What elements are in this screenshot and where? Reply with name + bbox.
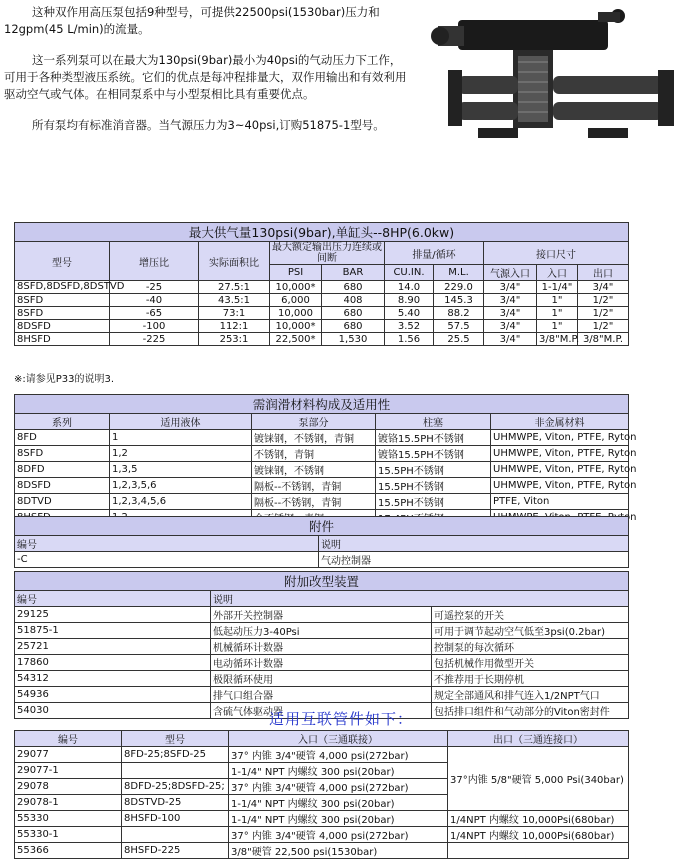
col-ml: M.L.	[434, 265, 484, 281]
option-table-title: 附加改型装置	[15, 572, 629, 591]
table-row: 54030 含硫气体驱动器 包括排口组件和气动部分的Viton密封件	[15, 703, 629, 719]
pump-photo	[418, 6, 680, 156]
table-row: 29125 外部开关控制器 可遥控泵的开关	[15, 607, 629, 623]
fitting-section-title: 适用互联管件如下：	[268, 710, 413, 728]
accessory-table: 附件 编号 说明 -C 气动控制器	[14, 516, 629, 568]
material-table: 需润滑材料构成及适用性 系列 适用液体 泵部分 柱塞 非金属材料 8FD 1 镀铼钢，不锈钢，青铜 镀铬15.5PH不锈钢 UHMWPE, Viton, PTFE, Ryton 8SFD 1,2 不锈钢，青铜 镀铬15.5PH不锈钢 UHMWPE, Viton, PTFE, Ryton 8DFD 1,3,5 镀铼钢，不锈钢 15.5PH不锈钢 UHMWPE, Viton, PTFE, Ryton 8DSFD 1,2,3,5,6 隔板--不锈钢，青铜 15.5PH不锈钢 UHMWPE, Viton, PTFE, Ryton 8DTVD 1,2,3,4,5,6 隔板--不锈钢，青铜 15.5PH不锈钢 PTFE, Viton 8HSFD 1,2 全不锈钢，青铜 17.4PH不锈钢 UHMWPE, Viton, PTFE, Ryton	[14, 394, 629, 526]
table-row: 51875-1 低起动压力3-40Psi 可用于调节起动空气低至3psi(0.2bar)	[15, 623, 629, 639]
table-row: 25721 机械循环计数器 控制泵的每次循环	[15, 639, 629, 655]
table-row: -C 气动控制器	[15, 552, 629, 568]
table-row: 29077 8FD-25;8SFD-25 37° 内锥 3/4"硬管 4,000 psi(272bar) 37°内锥 5/8"硬管 5,000 Psi(340bar)	[15, 747, 629, 763]
table-row: 55330-1 37° 内锥 3/4"硬管 4,000 psi(272bar) 1/4NPT 内螺纹 10,000Psi(680bar)	[15, 827, 629, 843]
spec-note: ※:请参见P33的说明3.	[14, 374, 115, 385]
table-row: 29077-1 1-1/4" NPT 内螺纹 300 psi(20bar)	[15, 763, 629, 779]
col-model: 型号	[15, 242, 110, 281]
intro-text	[4, 4, 408, 148]
table-row: 8SFD -40 43.5:1 6,000 408 8.90 145.3 3/4" 1" 1/2"	[15, 294, 629, 307]
table-row: 8SFD -65 73:1 10,000 680 5.40 88.2 3/4" 1" 1/2"	[15, 307, 629, 320]
table-row: 8HSFD -225 253:1 22,500* 1,530 1.56 25.5 3/4" 3/8"M.P. 3/8"M.P.	[15, 333, 629, 346]
material-table-title: 需润滑材料构成及适用性	[15, 395, 629, 414]
table-row: 55330 8HSFD-100 1-1/4" NPT 内螺纹 300 psi(20bar) 1/4NPT 内螺纹 10,000Psi(680bar)	[15, 811, 629, 827]
table-row: 54936 排气口组合器 规定全部通风和排气连入1/2NPT气口	[15, 687, 629, 703]
intro-paragraph-1: 这种双作用高压泵包括9种型号，可提供22500psi(1530bar)压力和12gpm(45 L/min)的流量。	[4, 5, 380, 36]
fitting-table: 编号 型号 入口（三通联接） 出口（三通连接口） 29077 8FD-25;8SFD-25 37° 内锥 3/4"硬管 4,000 psi(272bar) 37°内锥 5/8"硬管 5,000 Psi(340bar) 29077-1 1-1/4" NPT 内螺纹 300 psi(20bar) 29078 8DFD-25;8DSFD-25; 37° 内锥 3/4"硬管 4,000 psi(272bar) 29078-1 8DSTVD-25 1-1/4" NPT 内螺纹 300 psi(20bar) 55330 8HSFD-100 1-1/4" NPT 内螺纹 300 psi(20bar) 1/4NPT 内螺纹 10,000Psi(680bar) 55330-1 37° 内锥 3/4"硬管 4,000 psi(272bar) 1/4NPT 内螺纹 10,000Psi(680bar) 55366 8HSFD-225 3/8"硬管 22,500 psi(1530bar)	[14, 730, 629, 859]
table-row: 8DFD 1,3,5 镀铼钢，不锈钢 15.5PH不锈钢 UHMWPE, Viton, PTFE, Ryton	[15, 462, 629, 478]
fitting-outlet-merged: 37°内锥 5/8"硬管 5,000 Psi(340bar)	[448, 747, 629, 811]
col-inlet: 入口	[537, 265, 578, 281]
col-bar: BAR	[322, 265, 385, 281]
table-row: 8DTVD 1,2,3,4,5,6 隔板--不锈钢，青铜 15.5PH不锈钢 PTFE, Viton	[15, 494, 629, 510]
table-row: 29078 8DFD-25;8DSFD-25; 37° 内锥 3/4"硬管 4,000 psi(272bar)	[15, 779, 629, 795]
table-row: 8DSFD -100 112:1 10,000* 680 3.52 57.5 3/4" 1" 1/2"	[15, 320, 629, 333]
table-row: 8HSFD 1,2 全不锈钢，青铜 17.4PH不锈钢 UHMWPE, Viton, PTFE, Ryton	[15, 510, 629, 526]
table-row: 55366 8HSFD-225 3/8"硬管 22,500 psi(1530bar)	[15, 843, 629, 859]
col-cuin: CU.IN.	[385, 265, 434, 281]
intro-paragraph-2: 这一系列泵可以在最大为130psi(9bar)最小为40psi的气动压力下工作，可用于各种类型液压系统。它们的优点是每冲程排量大，双作用输出和有效利用驱动空气或气体。在相同泵系中与小型泵相比具有重要优点。	[4, 53, 407, 101]
intro-paragraph-3: 所有泵均有标准消音器。当气源压力为3~40psi,订购51875-1型号。	[32, 118, 385, 132]
col-displacement: 排量/循环	[385, 242, 484, 265]
spec-table-title: 最大供气量130psi(9bar),单缸头--8HP(6.0kw)	[15, 223, 629, 242]
col-area: 实际面积比	[199, 242, 270, 281]
accessory-table-title: 附件	[15, 517, 629, 536]
spec-table	[14, 222, 629, 346]
col-ratio: 增压比	[110, 242, 199, 281]
col-ports: 接口尺寸	[484, 242, 629, 265]
table-row: 8FD 1 镀铼钢，不锈钢，青铜 镀铬15.5PH不锈钢 UHMWPE, Viton, PTFE, Ryton	[15, 430, 629, 446]
col-outlet: 出口	[578, 265, 629, 281]
col-max-pressure: 最大额定输出压力连续或间断	[270, 242, 385, 265]
table-row: 54312 极限循环使用 不推荐用于长期停机	[15, 671, 629, 687]
table-row: 8DSFD 1,2,3,5,6 隔板--不锈钢，青铜 15.5PH不锈钢 UHMWPE, Viton, PTFE, Ryton	[15, 478, 629, 494]
table-row: 29078-1 8DSTVD-25 1-1/4" NPT 内螺纹 300 psi(20bar)	[15, 795, 629, 811]
table-row: 8SFD 1,2 不锈钢，青铜 镀铬15.5PH不锈钢 UHMWPE, Viton, PTFE, Ryton	[15, 446, 629, 462]
option-table: 附加改型装置 编号 说明 29125 外部开关控制器 可遥控泵的开关 51875-1 低起动压力3-40Psi 可用于调节起动空气低至3psi(0.2bar) 25721 机械循环计数器 控制泵的每次循环 17860 电动循环计数器 包括机械作用微型开关 54312 极限循环使用 不推荐用于长期停机 54936 排气口组合器 规定全部通风和排气连入1/2NPT气口 54030 含硫气体驱动器 包括排口组件和气动部分的Viton密封件	[14, 571, 629, 719]
table-row: 8SFD,8DSFD,8DSTVD -25 27.5:1 10,000* 680 14.0 229.0 3/4" 1-1/4" 3/4"	[15, 281, 629, 294]
col-air-inlet: 气源入口	[484, 265, 537, 281]
col-psi: PSI	[270, 265, 322, 281]
table-row: 17860 电动循环计数器 包括机械作用微型开关	[15, 655, 629, 671]
